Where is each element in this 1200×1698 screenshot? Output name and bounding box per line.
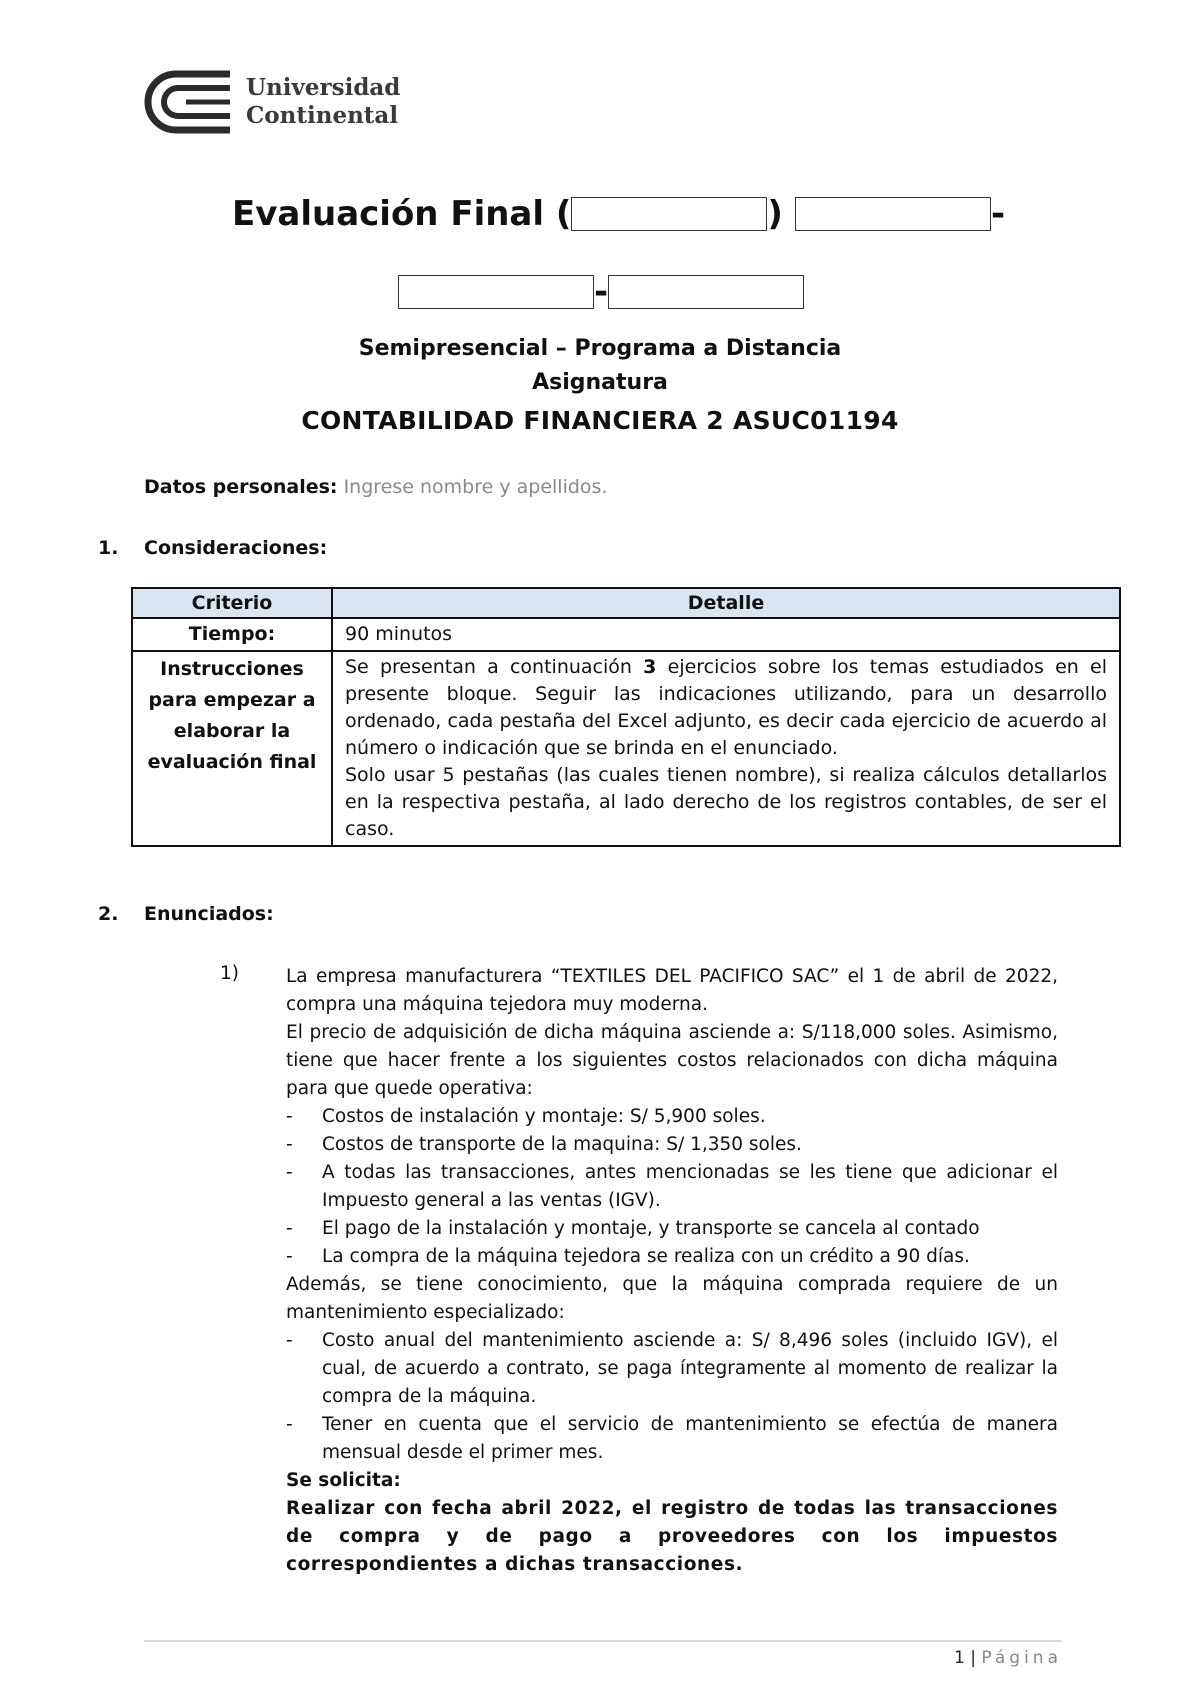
- subject-title: CONTABILIDAD FINANCIERA 2 ASUC01194: [301, 406, 899, 435]
- bullet-text: Costos de instalación y montaje: S/ 5,900 soles.: [322, 1106, 766, 1127]
- page-title: [232, 194, 1005, 234]
- section-2-heading: [98, 903, 274, 925]
- university-logo-icon: [142, 68, 232, 136]
- request-text: Realizar con fecha abril 2022, el registro de todas las transacciones de compra y de pago a proveedores con los impuestos correspondientes a dichas transacciones.: [286, 1498, 1058, 1575]
- table-header-detalle: Detalle: [332, 588, 1120, 618]
- table-header-row: [132, 588, 1120, 618]
- bullet-text: A todas las transacciones, antes mencionadas se les tiene que adicionar el Impuesto general a las ventas (IGV).: [322, 1162, 1058, 1211]
- title-field-4[interactable]: [608, 275, 804, 309]
- logo-line-1: Universidad: [246, 74, 401, 101]
- title-dash-1: -: [990, 194, 1006, 234]
- page-number: 1: [954, 1648, 965, 1668]
- detalle-text-3: Solo usar 5 pestañas (las cuales tienen nombre), si realiza cálculos detallarlos en la respectiva pestaña, al lado derecho de los registros contables, de ser el caso.: [345, 764, 1107, 840]
- detalle-text-2: ejercicios sobre los temas estudiados en el presente bloque. Seguir las indicaciones utilizando, para un desarrollo ordenado, cada pestaña del Excel adjunto, es decir cada ejercicio de acuerdo al número o indicación que se brinda en el enunciado.: [345, 656, 1108, 759]
- criterio-cell: Instrucciones para empezar a elaborar la evaluación final: [132, 651, 332, 846]
- bullet-text: Costos de transporte de la maquina: S/ 1,350 soles.: [322, 1134, 802, 1155]
- request-label: Se solicita:: [286, 1470, 401, 1491]
- table-row: [132, 618, 1120, 651]
- bullet-text: Tener en cuenta que el servicio de mantenimiento se efectúa de manera mensual desde el primer mes.: [322, 1414, 1058, 1463]
- section-1-number: 1.: [98, 537, 119, 559]
- section-2-title: Enunciados:: [144, 903, 274, 925]
- detalle-cell: [332, 651, 1120, 846]
- title-field-3[interactable]: [398, 275, 594, 309]
- exercise-price: El precio de adquisición de dicha máquina asciende a: S/118,000 soles. Asimismo, tiene que hacer frente a los siguientes costos relacionados con dicha máquina para que quede operativa:: [286, 1022, 1058, 1099]
- criterio-cell: Tiempo:: [132, 618, 332, 651]
- footer-separator: |: [970, 1648, 976, 1668]
- considerations-table: [131, 587, 1121, 847]
- logo-line-2: Continental: [246, 102, 399, 129]
- title-field-1[interactable]: [571, 197, 767, 231]
- personal-data-field[interactable]: Ingrese nombre y apellidos.: [343, 476, 608, 498]
- list-item: - Tener en cuenta que el servicio de mantenimiento se efectúa de manera mensual desde el primer mes.: [286, 1411, 1058, 1467]
- list-item: - Costos de transporte de la maquina: S/ 1,350 soles.: [286, 1131, 1058, 1159]
- title-field-2[interactable]: [795, 197, 991, 231]
- asignatura-label: Asignatura: [532, 370, 668, 395]
- university-name: [246, 74, 400, 130]
- personal-data: [144, 476, 608, 498]
- exercise-1-number: 1): [220, 963, 239, 984]
- exercise-intro: La empresa manufacturera “TEXTILES DEL PACIFICO SAC” el 1 de abril de 2022, compra una máquina tejedora muy moderna.: [286, 966, 1058, 1015]
- detalle-text-1: Se presentan a continuación: [345, 656, 644, 678]
- section-2-number: 2.: [98, 903, 119, 925]
- footer-divider: [144, 1640, 1062, 1642]
- page-footer: [954, 1648, 1062, 1668]
- personal-data-label: Datos personales:: [144, 476, 338, 498]
- modality-text: Semipresencial – Programa a Distancia: [358, 336, 842, 361]
- bullet-text: La compra de la máquina tejedora se realiza con un crédito a 90 días.: [322, 1246, 970, 1267]
- list-item: - La compra de la máquina tejedora se realiza con un crédito a 90 días.: [286, 1243, 1058, 1271]
- table-header-criterio: Criterio: [132, 588, 332, 618]
- page-label: Página: [981, 1648, 1062, 1668]
- title-close-paren: ): [767, 194, 783, 234]
- section-1-heading: [98, 537, 327, 559]
- title-row-2: [398, 272, 804, 312]
- list-item: - El pago de la instalación y montaje, y transporte se cancela al contado: [286, 1215, 1058, 1243]
- list-item: - Costos de instalación y montaje: S/ 5,900 soles.: [286, 1103, 1058, 1131]
- detalle-bold-number: 3: [643, 656, 657, 678]
- bullet-text: Costo anual del mantenimiento asciende a: S/ 8,496 soles (incluido IGV), el cual, de acuerdo a contrato, se paga íntegramente al momento de realizar la compra de la máquina.: [322, 1330, 1058, 1407]
- detalle-cell: 90 minutos: [332, 618, 1120, 651]
- university-logo: [142, 68, 400, 136]
- maintenance-intro: Además, se tiene conocimiento, que la máquina comprada requiere de un mantenimiento especializado:: [286, 1274, 1058, 1323]
- section-1-title: Consideraciones:: [144, 537, 328, 559]
- table-row: [132, 651, 1120, 846]
- title-prefix: Evaluación Final (: [232, 194, 572, 234]
- list-item: - A todas las transacciones, antes mencionadas se les tiene que adicionar el Impuesto general a las ventas (IGV).: [286, 1159, 1058, 1215]
- title-dash-2: -: [594, 272, 609, 312]
- list-item: - Costo anual del mantenimiento asciende a: S/ 8,496 soles (incluido IGV), el cual, de acuerdo a contrato, se paga íntegramente al momento de realizar la compra de la máquina.: [286, 1327, 1058, 1411]
- bullet-text: El pago de la instalación y montaje, y transporte se cancela al contado: [322, 1218, 980, 1239]
- exercise-1-body: [286, 963, 1058, 1579]
